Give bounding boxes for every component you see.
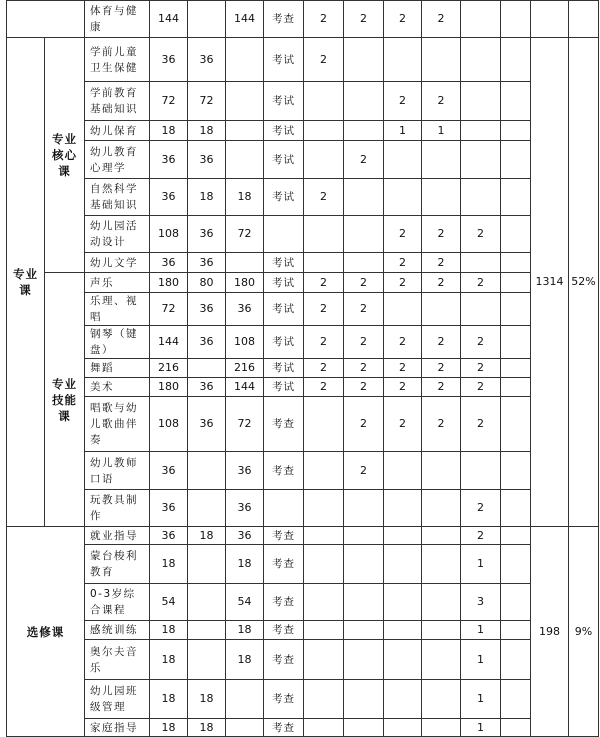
exam-type: 考试 xyxy=(264,253,304,273)
exam-type: 考试 xyxy=(264,378,304,397)
semester-4 xyxy=(422,640,461,680)
theory-hours: 36 xyxy=(188,326,226,359)
semester-2 xyxy=(344,179,384,216)
semester-6 xyxy=(501,121,531,141)
semester-6 xyxy=(501,527,531,545)
practice-hours xyxy=(226,680,264,719)
semester-6 xyxy=(501,1,531,38)
practice-hours: 108 xyxy=(226,326,264,359)
theory-hours xyxy=(188,490,226,527)
exam-type: 考查 xyxy=(264,397,304,452)
subcategory-core: 专业 核心课 xyxy=(45,38,85,273)
practice-hours xyxy=(226,82,264,121)
exam-type: 考查 xyxy=(264,1,304,38)
semester-6 xyxy=(501,640,531,680)
semester-4 xyxy=(422,719,461,737)
semester-2 xyxy=(344,719,384,737)
theory-hours: 18 xyxy=(188,719,226,737)
exam-type: 考试 xyxy=(264,359,304,378)
practice-hours: 72 xyxy=(226,216,264,253)
course-name: 幼儿教育心理学 xyxy=(85,141,150,179)
semester-4: 2 xyxy=(422,273,461,293)
semester-2: 2 xyxy=(344,1,384,38)
semester-2 xyxy=(344,38,384,82)
semester-1 xyxy=(304,121,344,141)
table-row xyxy=(7,490,599,527)
exam-type: 考查 xyxy=(264,527,304,545)
semester-6 xyxy=(501,216,531,253)
group-percent: 52% xyxy=(569,38,599,527)
semester-2: 2 xyxy=(344,359,384,378)
course-name: 家庭指导 xyxy=(85,719,150,737)
semester-6 xyxy=(501,273,531,293)
semester-3 xyxy=(384,293,422,326)
exam-type: 考试 xyxy=(264,179,304,216)
total-hours: 36 xyxy=(150,527,188,545)
group-percent: 9% xyxy=(569,527,599,737)
course-name: 美术 xyxy=(85,378,150,397)
table-row xyxy=(7,216,599,253)
course-name: 声乐 xyxy=(85,273,150,293)
group-total-hours: 198 xyxy=(531,527,569,737)
semester-5: 1 xyxy=(461,680,501,719)
semester-4: 2 xyxy=(422,359,461,378)
semester-5: 1 xyxy=(461,640,501,680)
table-row xyxy=(7,584,599,621)
practice-hours: 36 xyxy=(226,490,264,527)
theory-hours: 18 xyxy=(188,121,226,141)
theory-hours: 36 xyxy=(188,141,226,179)
semester-2 xyxy=(344,640,384,680)
exam-type: 考查 xyxy=(264,584,304,621)
total-hours: 108 xyxy=(150,216,188,253)
semester-1 xyxy=(304,527,344,545)
practice-hours: 36 xyxy=(226,293,264,326)
table-row xyxy=(7,121,599,141)
course-name: 唱歌与幼儿歌曲伴奏 xyxy=(85,397,150,452)
course-name: 奥尔夫音乐 xyxy=(85,640,150,680)
semester-2 xyxy=(344,584,384,621)
semester-5: 2 xyxy=(461,378,501,397)
semester-1 xyxy=(304,253,344,273)
semester-3 xyxy=(384,545,422,584)
semester-5 xyxy=(461,82,501,121)
theory-hours: 80 xyxy=(188,273,226,293)
semester-1: 2 xyxy=(304,378,344,397)
semester-5: 2 xyxy=(461,326,501,359)
table-row xyxy=(7,326,599,359)
exam-type: 考查 xyxy=(264,640,304,680)
total-hours: 18 xyxy=(150,121,188,141)
total-hours: 36 xyxy=(150,490,188,527)
total-hours: 18 xyxy=(150,621,188,640)
total-hours: 180 xyxy=(150,378,188,397)
semester-5: 1 xyxy=(461,621,501,640)
semester-2: 2 xyxy=(344,273,384,293)
exam-type: 考查 xyxy=(264,621,304,640)
semester-3: 2 xyxy=(384,1,422,38)
semester-5 xyxy=(461,452,501,490)
course-name: 蒙台梭利教育 xyxy=(85,545,150,584)
semester-4 xyxy=(422,527,461,545)
semester-1 xyxy=(304,397,344,452)
semester-4: 2 xyxy=(422,378,461,397)
semester-1 xyxy=(304,545,344,584)
course-name: 幼儿保育 xyxy=(85,121,150,141)
semester-6 xyxy=(501,378,531,397)
semester-3 xyxy=(384,640,422,680)
group-total-hours: 1314 xyxy=(531,38,569,527)
course-name: 幼儿教师口语 xyxy=(85,452,150,490)
semester-5: 2 xyxy=(461,490,501,527)
semester-5: 2 xyxy=(461,397,501,452)
category-major: 专业课 xyxy=(7,38,45,527)
table-row xyxy=(7,719,599,737)
total-hours: 36 xyxy=(150,253,188,273)
theory-hours: 36 xyxy=(188,38,226,82)
theory-hours: 36 xyxy=(188,397,226,452)
group-total-blank xyxy=(531,1,569,38)
curriculum-table xyxy=(6,0,599,737)
semester-4: 2 xyxy=(422,1,461,38)
semester-5: 1 xyxy=(461,545,501,584)
semester-1: 2 xyxy=(304,359,344,378)
total-hours: 72 xyxy=(150,293,188,326)
semester-3: 2 xyxy=(384,216,422,253)
semester-6 xyxy=(501,141,531,179)
table-row xyxy=(7,253,599,273)
table-row xyxy=(7,1,599,38)
practice-hours: 18 xyxy=(226,545,264,584)
semester-4: 2 xyxy=(422,326,461,359)
exam-type: 考试 xyxy=(264,141,304,179)
semester-6 xyxy=(501,490,531,527)
theory-hours xyxy=(188,452,226,490)
semester-3 xyxy=(384,621,422,640)
semester-6 xyxy=(501,38,531,82)
semester-1 xyxy=(304,584,344,621)
practice-hours: 18 xyxy=(226,640,264,680)
semester-2 xyxy=(344,121,384,141)
semester-4 xyxy=(422,38,461,82)
semester-4 xyxy=(422,452,461,490)
practice-hours xyxy=(226,38,264,82)
semester-1: 2 xyxy=(304,326,344,359)
total-hours: 36 xyxy=(150,38,188,82)
semester-6 xyxy=(501,82,531,121)
semester-5 xyxy=(461,121,501,141)
course-name: 自然科学基础知识 xyxy=(85,179,150,216)
table-row xyxy=(7,359,599,378)
semester-4 xyxy=(422,179,461,216)
semester-3 xyxy=(384,527,422,545)
exam-type: 考查 xyxy=(264,545,304,584)
course-name: 学前教育基础知识 xyxy=(85,82,150,121)
table-row xyxy=(7,38,599,82)
semester-3 xyxy=(384,179,422,216)
semester-5: 1 xyxy=(461,719,501,737)
total-hours: 18 xyxy=(150,680,188,719)
practice-hours: 144 xyxy=(226,378,264,397)
semester-4: 2 xyxy=(422,82,461,121)
total-hours: 36 xyxy=(150,179,188,216)
total-hours: 216 xyxy=(150,359,188,378)
semester-1 xyxy=(304,216,344,253)
exam-type: 考试 xyxy=(264,273,304,293)
theory-hours xyxy=(188,1,226,38)
semester-1 xyxy=(304,141,344,179)
exam-type: 考查 xyxy=(264,452,304,490)
semester-5 xyxy=(461,253,501,273)
semester-6 xyxy=(501,359,531,378)
semester-3 xyxy=(384,680,422,719)
semester-4 xyxy=(422,584,461,621)
semester-6 xyxy=(501,452,531,490)
semester-6 xyxy=(501,397,531,452)
semester-6 xyxy=(501,179,531,216)
semester-1 xyxy=(304,719,344,737)
total-hours: 18 xyxy=(150,545,188,584)
semester-2: 2 xyxy=(344,378,384,397)
semester-2: 2 xyxy=(344,326,384,359)
semester-3 xyxy=(384,452,422,490)
total-hours: 18 xyxy=(150,640,188,680)
semester-6 xyxy=(501,680,531,719)
semester-6 xyxy=(501,621,531,640)
category-elective: 选修课 xyxy=(7,527,85,737)
semester-2 xyxy=(344,680,384,719)
exam-type: 考试 xyxy=(264,121,304,141)
semester-6 xyxy=(501,584,531,621)
exam-type: 考试 xyxy=(264,38,304,82)
semester-5: 2 xyxy=(461,359,501,378)
semester-2: 2 xyxy=(344,293,384,326)
table-row xyxy=(7,545,599,584)
exam-type xyxy=(264,216,304,253)
semester-2: 2 xyxy=(344,397,384,452)
semester-3: 2 xyxy=(384,359,422,378)
semester-5: 3 xyxy=(461,584,501,621)
semester-3: 2 xyxy=(384,82,422,121)
theory-hours xyxy=(188,359,226,378)
semester-3: 2 xyxy=(384,253,422,273)
practice-hours xyxy=(226,141,264,179)
semester-3: 2 xyxy=(384,326,422,359)
course-name: 学前儿童卫生保健 xyxy=(85,38,150,82)
semester-4 xyxy=(422,490,461,527)
subcategory-skill: 专业 技能课 xyxy=(45,273,85,527)
semester-2: 2 xyxy=(344,452,384,490)
theory-hours: 36 xyxy=(188,378,226,397)
total-hours: 36 xyxy=(150,452,188,490)
practice-hours: 18 xyxy=(226,179,264,216)
theory-hours xyxy=(188,640,226,680)
semester-5 xyxy=(461,293,501,326)
semester-6 xyxy=(501,545,531,584)
semester-6 xyxy=(501,253,531,273)
practice-hours: 180 xyxy=(226,273,264,293)
semester-1: 2 xyxy=(304,273,344,293)
exam-type: 考试 xyxy=(264,326,304,359)
semester-1 xyxy=(304,640,344,680)
semester-1: 2 xyxy=(304,1,344,38)
semester-4 xyxy=(422,680,461,719)
semester-2 xyxy=(344,82,384,121)
theory-hours: 18 xyxy=(188,680,226,719)
total-hours: 18 xyxy=(150,719,188,737)
exam-type: 考查 xyxy=(264,680,304,719)
semester-3: 2 xyxy=(384,378,422,397)
semester-4: 2 xyxy=(422,253,461,273)
practice-hours: 216 xyxy=(226,359,264,378)
table-row xyxy=(7,452,599,490)
total-hours: 36 xyxy=(150,141,188,179)
semester-5: 2 xyxy=(461,527,501,545)
course-name: 钢琴（键盘） xyxy=(85,326,150,359)
table-row xyxy=(7,621,599,640)
table-row xyxy=(7,397,599,452)
practice-hours: 36 xyxy=(226,527,264,545)
total-hours: 180 xyxy=(150,273,188,293)
group-percent-blank xyxy=(569,1,599,38)
semester-4 xyxy=(422,293,461,326)
semester-1 xyxy=(304,452,344,490)
table-body xyxy=(7,1,599,737)
semester-2 xyxy=(344,621,384,640)
course-name: 玩教具制作 xyxy=(85,490,150,527)
table-row xyxy=(7,680,599,719)
semester-3 xyxy=(384,490,422,527)
theory-hours: 18 xyxy=(188,179,226,216)
semester-4 xyxy=(422,545,461,584)
semester-3: 1 xyxy=(384,121,422,141)
semester-5 xyxy=(461,1,501,38)
semester-3 xyxy=(384,141,422,179)
course-name: 舞蹈 xyxy=(85,359,150,378)
course-name: 幼儿园活动设计 xyxy=(85,216,150,253)
semester-2 xyxy=(344,253,384,273)
practice-hours: 36 xyxy=(226,452,264,490)
total-hours: 144 xyxy=(150,326,188,359)
semester-2: 2 xyxy=(344,141,384,179)
theory-hours: 36 xyxy=(188,216,226,253)
theory-hours: 36 xyxy=(188,253,226,273)
semester-2 xyxy=(344,490,384,527)
semester-6 xyxy=(501,326,531,359)
total-hours: 108 xyxy=(150,397,188,452)
semester-4: 2 xyxy=(422,397,461,452)
course-name: 幼儿文学 xyxy=(85,253,150,273)
practice-hours xyxy=(226,121,264,141)
semester-1: 2 xyxy=(304,38,344,82)
semester-2 xyxy=(344,527,384,545)
practice-hours: 54 xyxy=(226,584,264,621)
semester-1 xyxy=(304,490,344,527)
course-name: 就业指导 xyxy=(85,527,150,545)
table-row xyxy=(7,527,599,545)
semester-5 xyxy=(461,179,501,216)
semester-5: 2 xyxy=(461,216,501,253)
theory-hours xyxy=(188,584,226,621)
semester-4 xyxy=(422,141,461,179)
course-name: 感统训练 xyxy=(85,621,150,640)
table-row xyxy=(7,141,599,179)
semester-1: 2 xyxy=(304,293,344,326)
semester-2 xyxy=(344,545,384,584)
semester-3: 2 xyxy=(384,273,422,293)
table-row xyxy=(7,273,599,293)
course-name: 乐理、视唱 xyxy=(85,293,150,326)
total-hours: 144 xyxy=(150,1,188,38)
practice-hours: 144 xyxy=(226,1,264,38)
course-name: 幼儿园班级管理 xyxy=(85,680,150,719)
theory-hours: 72 xyxy=(188,82,226,121)
course-name: 体育与健康 xyxy=(85,1,150,38)
table-row xyxy=(7,82,599,121)
semester-5: 2 xyxy=(461,273,501,293)
table-row xyxy=(7,640,599,680)
category-cell-blank xyxy=(7,1,85,38)
exam-type: 考试 xyxy=(264,293,304,326)
semester-6 xyxy=(501,719,531,737)
table-row xyxy=(7,179,599,216)
total-hours: 72 xyxy=(150,82,188,121)
semester-1 xyxy=(304,621,344,640)
practice-hours xyxy=(226,719,264,737)
theory-hours: 18 xyxy=(188,527,226,545)
semester-3 xyxy=(384,584,422,621)
semester-6 xyxy=(501,293,531,326)
semester-5 xyxy=(461,38,501,82)
table-row xyxy=(7,293,599,326)
exam-type: 考查 xyxy=(264,719,304,737)
practice-hours: 18 xyxy=(226,621,264,640)
semester-4: 1 xyxy=(422,121,461,141)
semester-3: 2 xyxy=(384,397,422,452)
theory-hours xyxy=(188,621,226,640)
practice-hours xyxy=(226,253,264,273)
semester-1 xyxy=(304,680,344,719)
semester-2 xyxy=(344,216,384,253)
theory-hours: 36 xyxy=(188,293,226,326)
semester-4: 2 xyxy=(422,216,461,253)
course-name: 0-3岁综合课程 xyxy=(85,584,150,621)
table-row xyxy=(7,378,599,397)
semester-3 xyxy=(384,719,422,737)
semester-5 xyxy=(461,141,501,179)
practice-hours: 72 xyxy=(226,397,264,452)
semester-3 xyxy=(384,38,422,82)
semester-1: 2 xyxy=(304,179,344,216)
semester-4 xyxy=(422,621,461,640)
total-hours: 54 xyxy=(150,584,188,621)
semester-1 xyxy=(304,82,344,121)
exam-type: 考试 xyxy=(264,82,304,121)
theory-hours xyxy=(188,545,226,584)
exam-type xyxy=(264,490,304,527)
